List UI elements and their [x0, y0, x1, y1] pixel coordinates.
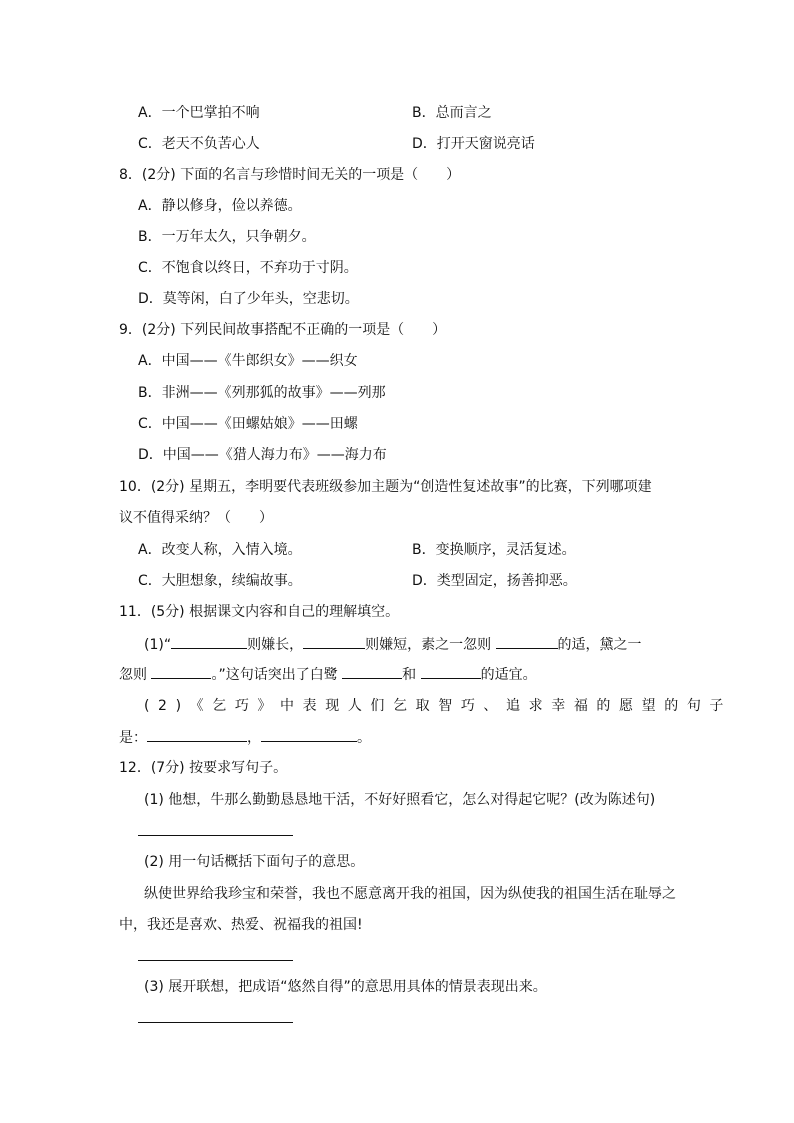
q9-option-c: C．中国——《田螺姑娘》——田螺: [138, 416, 358, 432]
q11-p2-text-b: 是：: [119, 730, 147, 746]
q12-stem: 12．(7分) 按要求写句子。: [119, 760, 288, 776]
fill-blank[interactable]: [342, 664, 402, 679]
q8-option-a: A．静以修身，俭以养德。: [138, 198, 302, 214]
q12-part2-quote-line2: 中，我还是喜欢、热爱、祝福我的祖国!: [119, 917, 363, 933]
answer-line[interactable]: [138, 1022, 293, 1023]
answer-line[interactable]: [138, 960, 293, 961]
q11-p1-text-e: 忽则: [119, 667, 152, 683]
q8-option-d: D．莫等闲，白了少年头，空悲切。: [138, 291, 359, 307]
q7-option-c: C．老天不负苦心人: [138, 136, 260, 152]
q10-stem-line2: 议不值得采纳？（ ）: [119, 510, 273, 526]
q10-option-c: C．大胆想象，续编故事。: [138, 573, 302, 589]
q11-p2-text-d: 。: [357, 730, 371, 746]
q11-part2-line2: [119, 727, 371, 748]
q11-p1-text-a: (1)“: [144, 637, 172, 653]
q11-p1-text-d: 的适，黛之一: [557, 637, 642, 653]
q7-option-d: D．打开天窗说亮话: [412, 136, 535, 152]
q9-option-b: B．非洲——《列那狐的故事》——列那: [138, 385, 386, 401]
fill-blank[interactable]: [171, 634, 247, 649]
answer-line[interactable]: [138, 835, 293, 836]
q11-p1-text-f: 。”这句话突出了白鹭: [211, 667, 343, 683]
q8-option-b: B．一万年太久，只争朝夕。: [138, 229, 316, 245]
q11-part1-line1: [144, 634, 642, 655]
q12-part2: (2) 用一句话概括下面句子的意思。: [144, 854, 365, 870]
q10-option-d: D．类型固定，扬善抑恶。: [412, 573, 577, 589]
q11-p1-text-g: 和: [402, 667, 421, 683]
q11-p1-text-b: 则嫌长，: [247, 637, 304, 653]
q11-part1-line2: [119, 664, 537, 685]
q10-option-a: A．改变人称，入情入境。: [138, 542, 302, 558]
fill-blank[interactable]: [496, 634, 558, 649]
fill-blank[interactable]: [261, 727, 357, 742]
q8-option-c: C．不饱食以终日，不弃功于寸阴。: [138, 260, 358, 276]
fill-blank[interactable]: [303, 634, 365, 649]
q9-stem: 9．(2分) 下列民间故事搭配不正确的一项是（ ）: [119, 322, 447, 338]
q9-option-d: D．中国——《猎人海力布》——海力布: [138, 447, 387, 463]
q9-option-a: A．中国——《牛郎织女》——织女: [138, 353, 358, 369]
fill-blank[interactable]: [151, 664, 211, 679]
q10-option-b: B．变换顺序，灵活复述。: [412, 542, 576, 558]
q11-p1-text-h: 的适宜。: [480, 667, 537, 683]
q8-stem: 8．(2分) 下面的名言与珍惜时间无关的一项是（ ）: [119, 167, 461, 183]
q12-part2-quote-line1: 纵使世界给我珍宝和荣誉，我也不愿意离开我的祖国，因为纵使我的祖国生活在耻辱之: [144, 886, 676, 902]
q11-part2-line1: (2)《乞巧》中表现人们乞取智巧、追求幸福的愿望的句子: [144, 698, 733, 714]
q11-p2-text-c: ，: [247, 730, 261, 746]
q12-part3: (3) 展开联想，把成语“悠然自得”的意思用具体的情景表现出来。: [144, 979, 547, 995]
q10-stem-line1: 10．(2分) 星期五，李明要代表班级参加主题为“创造性复述故事”的比赛，下列哪项建: [119, 479, 652, 495]
q7-option-b: B．总而言之: [412, 105, 492, 121]
q11-p1-text-c: 则嫌短，素之一忽则: [365, 637, 496, 653]
fill-blank[interactable]: [147, 727, 247, 742]
fill-blank[interactable]: [421, 664, 481, 679]
q7-option-a: A．一个巴掌拍不响: [138, 105, 260, 121]
q12-part1: (1) 他想，牛那么勤勤恳恳地干活，不好好照看它，怎么对得起它呢？(改为陈述句): [144, 792, 656, 808]
q11-stem: 11．(5分) 根据课文内容和自己的理解填空。: [119, 604, 400, 620]
